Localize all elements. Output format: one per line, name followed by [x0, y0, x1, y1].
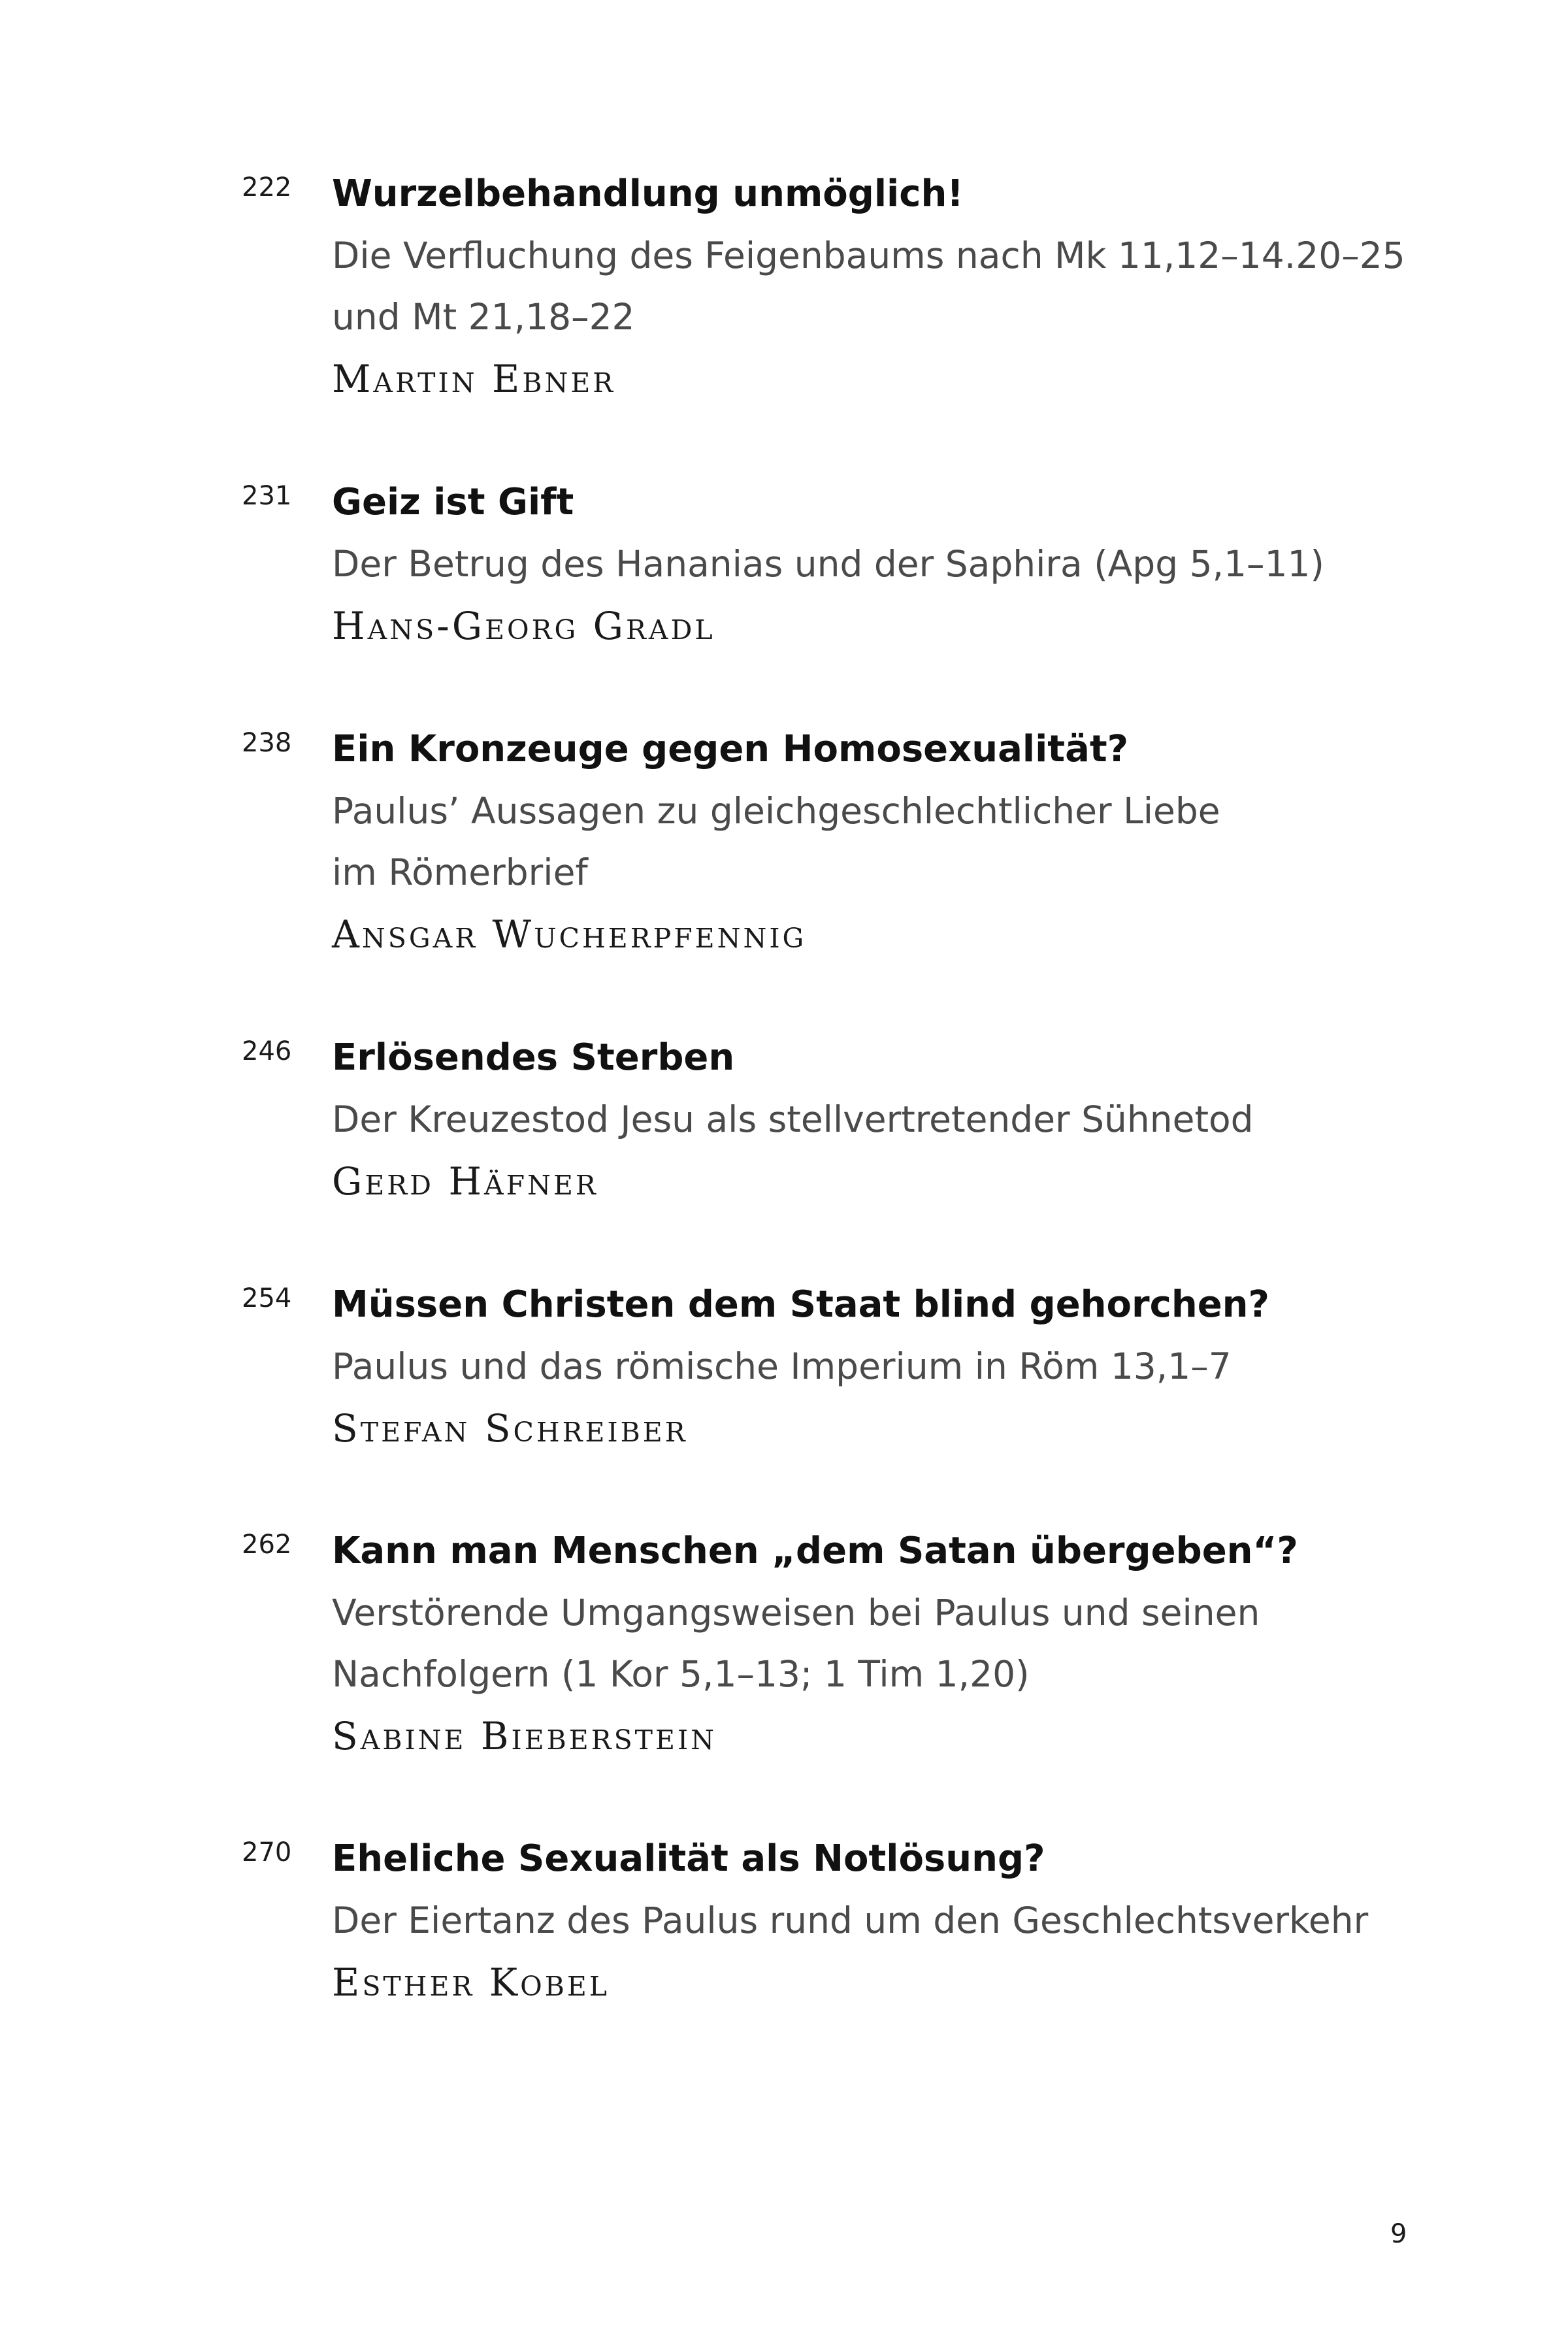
toc-entry-subtitle-line: Der Eiertanz des Paulus rund um den Geschlechtsverkehr	[332, 1899, 1369, 1941]
toc-entry-body	[332, 1828, 1482, 2014]
toc-page-number: 246	[242, 1036, 292, 1066]
toc-entry-body	[332, 719, 1482, 966]
toc-entry-author: Stefan Schreiber	[332, 1406, 688, 1451]
toc-page-number: 254	[242, 1283, 292, 1313]
toc-entry-title: Wurzelbehandlung unmöglich!	[332, 173, 964, 215]
toc-entry-title: Kann man Menschen „dem Satan übergeben“?	[332, 1530, 1298, 1572]
toc-page-number: 222	[242, 173, 292, 203]
toc-entry-author: Ansgar Wucherpfennig	[332, 912, 807, 957]
toc-entry-subtitle-line: Paulus und das römische Imperium in Röm 13,1–7	[332, 1345, 1232, 1387]
toc-page-number: 238	[242, 728, 292, 758]
toc-entry-title: Müssen Christen dem Staat blind gehorchen?	[332, 1283, 1270, 1326]
toc-entry-title: Eheliche Sexualität als Notlösung?	[332, 1837, 1045, 1880]
toc-page-number: 270	[242, 1837, 292, 1867]
toc-page-number: 262	[242, 1530, 292, 1560]
toc-page-number: 231	[242, 481, 292, 511]
toc-entry-body	[332, 1274, 1482, 1460]
toc-entry-author: Hans-Georg Gradl	[332, 604, 715, 648]
toc-entry-title: Erlösendes Sterben	[332, 1036, 735, 1079]
toc-entry-body	[332, 1521, 1482, 1767]
page-folio: 9	[1390, 2219, 1407, 2249]
toc-entry-subtitle-line: Paulus’ Aussagen zu gleichgeschlechtlicher Liebe	[332, 790, 1220, 832]
toc-entry-subtitle-line: Die Verfluchung des Feigenbaums nach Mk 11,12–14.20–25	[332, 235, 1405, 276]
toc-entry-subtitle-line: Nachfolgern (1 Kor 5,1–13; 1 Tim 1,20)	[332, 1653, 1030, 1695]
toc-entry-body	[332, 163, 1482, 410]
toc-entry-author: Martin Ebner	[332, 357, 616, 401]
toc-entry-author: Gerd Häfner	[332, 1159, 598, 1204]
toc-entry-title: Geiz ist Gift	[332, 481, 574, 523]
toc-entry-author: Esther Kobel	[332, 1960, 610, 2005]
toc-entry-subtitle-line: im Römerbrief	[332, 851, 588, 893]
toc-entry-subtitle-line: Der Kreuzestod Jesu als stellvertretender Sühnetod	[332, 1098, 1254, 1140]
toc-entry-subtitle-line: Verstörende Umgangsweisen bei Paulus und seinen	[332, 1592, 1260, 1634]
toc-entry-body	[332, 1027, 1482, 1213]
toc-entry-subtitle-line: Der Betrug des Hananias und der Saphira (Apg 5,1–11)	[332, 543, 1324, 585]
toc-entry-subtitle-line: und Mt 21,18–22	[332, 296, 635, 338]
toc-entry-body	[332, 472, 1482, 657]
toc-entry-title: Ein Kronzeuge gegen Homosexualität?	[332, 728, 1129, 770]
toc-entry-author: Sabine Bieberstein	[332, 1714, 717, 1758]
